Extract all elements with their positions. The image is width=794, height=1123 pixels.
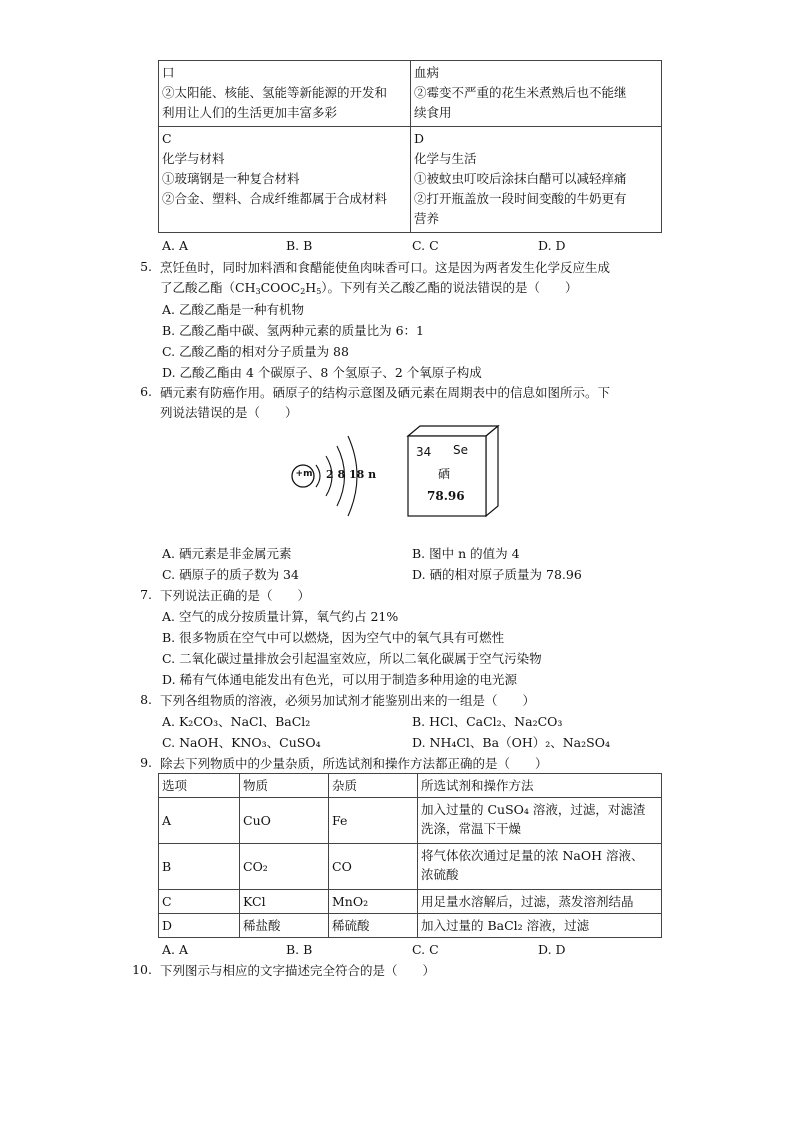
table-cell [411, 61, 662, 127]
option-c: C. 乙酸乙酯的相对分子质量为 88 [162, 344, 349, 359]
table-row [159, 914, 662, 938]
cell-line: ①玻璃钢是一种复合材料 [162, 171, 300, 186]
option-a: A. 空气的成分按质量计算，氧气约占 21% [162, 609, 399, 624]
cell-line: 洗涤，常温下干燥 [421, 821, 522, 836]
table-row [159, 127, 662, 233]
table-cell [418, 798, 662, 844]
cell-line: C [162, 131, 172, 146]
subscript: 3 [255, 287, 261, 296]
cell-line: 加入过量的 CuSO₄ 溶液，过滤，对滤渣 [421, 802, 646, 817]
cell-line: 化学与生活 [414, 151, 477, 166]
question-number: 8. [140, 692, 152, 707]
question-number: 7. [140, 587, 152, 602]
nucleus-label: +m [295, 469, 313, 479]
question-number: 10. [132, 962, 152, 977]
table-cell: 加入过量的 BaCl₂ 溶液，过滤 [418, 914, 662, 938]
cell-line: 化学与材料 [162, 151, 225, 166]
box-side-face [486, 426, 498, 516]
q4-option-d: D. D [538, 238, 566, 253]
table-header-cell: 杂质 [329, 774, 418, 798]
table-cell: KCl [240, 890, 329, 914]
cell-line: 将气体依次通过足量的浓 NaOH 溶液、 [421, 848, 644, 863]
table-cell: 稀硫酸 [329, 914, 418, 938]
question-number: 9. [140, 755, 152, 770]
question-stem: 下列各组物质的溶液，必须另加试剂才能鉴别出来的一组是（ ） [160, 693, 536, 708]
table-cell: 稀盐酸 [240, 914, 329, 938]
question-stem: 硒元素有防癌作用。硒原子的结构示意图及硒元素在周期表中的信息如图所示。下 [160, 385, 611, 400]
question-stem: 列说法错误的是（ ） [160, 405, 298, 420]
cell-line: 营养 [414, 211, 440, 226]
table-cell [159, 61, 411, 127]
table-row [159, 844, 662, 890]
question-stem: 烹饪鱼时，同时加料酒和食醋能使鱼肉味香可口。这是因为两者发生化学反应生成 [160, 260, 611, 275]
cell-line: 血病 [414, 65, 440, 80]
table-header-cell: 物质 [240, 774, 329, 798]
option-d: D. 硒的相对原子质量为 78.96 [412, 567, 582, 582]
option-c: C. NaOH、KNO₃、CuSO₄ [162, 735, 321, 750]
q9-option-a: A. A [162, 942, 189, 957]
option-d: D. 乙酸乙酯由 4 个碳原子、8 个氢原子、2 个氧原子构成 [162, 365, 482, 380]
question-number: 6. [140, 384, 152, 399]
cell-line: 利用让人们的生活更加丰富多彩 [162, 105, 338, 120]
cell-line: ②合金、塑料、合成纤维都属于合成材料 [162, 191, 388, 206]
option-c: C. 硒原子的质子数为 34 [162, 567, 299, 582]
stem-part: H [305, 280, 317, 295]
table-cell [159, 127, 411, 233]
option-b: B. 很多物质在空气中可以燃烧，因为空气中的氧气具有可燃性 [162, 630, 505, 645]
option-c: C. 二氧化碳过量排放会引起温室效应，所以二氧化碳属于空气污染物 [162, 651, 542, 666]
table-cell: 用足量水溶解后，过滤，蒸发溶剂结晶 [418, 890, 662, 914]
cell-line: 续食用 [414, 105, 452, 120]
atomic-number: 34 [416, 445, 432, 459]
electron-shells-label: 2 8 18 n [326, 468, 377, 481]
cell-line: 浓硫酸 [421, 867, 459, 882]
cell-line: ①被蚊虫叮咬后涂抹白醋可以减轻痒痛 [414, 171, 627, 186]
cell-line: 口 [162, 65, 175, 80]
q4-table [158, 60, 662, 233]
question-stem [160, 279, 578, 301]
table-header-row [159, 774, 662, 798]
table-header-cell: 所选试剂和操作方法 [418, 774, 662, 798]
table-cell: C [159, 890, 240, 914]
table-cell [418, 844, 662, 890]
table-cell [411, 127, 662, 233]
question-stem: 下列说法正确的是（ ） [160, 588, 311, 603]
table-cell: CuO [240, 798, 329, 844]
atomic-mass: 78.96 [427, 489, 465, 503]
option-d: D. 稀有气体通电能发出有色光，可以用于制造多种用途的电光源 [162, 672, 518, 687]
table-cell: D [159, 914, 240, 938]
q4-option-b: B. B [286, 238, 313, 253]
cell-line: ②霉变不严重的花生米煮熟后也不能继 [414, 85, 627, 100]
subscript: 2 [300, 287, 306, 296]
question-number: 5. [140, 259, 152, 274]
table-cell: CO [329, 844, 418, 890]
subscript: 5 [316, 287, 322, 296]
question-stem: 下列图示与相应的文字描述完全符合的是（ ） [160, 963, 436, 978]
table-row [159, 798, 662, 844]
option-b: B. 图中 n 的值为 4 [412, 546, 520, 561]
q9-table [158, 773, 662, 938]
table-header-cell: 选项 [159, 774, 240, 798]
q9-option-b: B. B [286, 942, 313, 957]
element-symbol: Se [453, 443, 468, 457]
option-d: D. NH₄Cl、Ba（OH）₂、Na₂SO₄ [412, 735, 610, 750]
option-b: B. HCl、CaCl₂、Na₂CO₃ [412, 714, 563, 729]
table-cell: CO₂ [240, 844, 329, 890]
stem-part: ）。下列有关乙酸乙酯的说法错误的是（ ） [321, 280, 578, 295]
cell-line: ②太阳能、核能、氢能等新能源的开发和 [162, 85, 388, 100]
element-name: 硒 [438, 467, 451, 481]
option-a: A. 硒元素是非金属元素 [162, 546, 292, 561]
q4-option-a: A. A [162, 238, 189, 253]
table-cell: B [159, 844, 240, 890]
periodic-cell-box [405, 424, 501, 518]
box-top-face [408, 426, 498, 436]
option-b: B. 乙酸乙酯中碳、氢两种元素的质量比为 6：1 [162, 323, 425, 338]
q4-option-c: C. C [412, 238, 439, 253]
electron-shell-arc [316, 465, 320, 487]
cell-line: ②打开瓶盖放一段时间变酸的牛奶更有 [414, 191, 627, 206]
cell-line: D [414, 131, 425, 146]
q9-option-c: C. C [412, 942, 439, 957]
table-cell: Fe [329, 798, 418, 844]
stem-part: 了乙酸乙酯（CH [160, 280, 256, 295]
q9-option-d: D. D [538, 942, 566, 957]
option-a: A. 乙酸乙酯是一种有机物 [162, 302, 304, 317]
question-stem: 除去下列物质中的少量杂质，所选试剂和操作方法都正确的是（ ） [160, 756, 548, 771]
option-a: A. K₂CO₃、NaCl、BaCl₂ [162, 714, 311, 729]
table-row [159, 61, 662, 127]
table-cell: A [159, 798, 240, 844]
stem-part: COOC [260, 280, 301, 295]
table-cell: MnO₂ [329, 890, 418, 914]
table-row [159, 890, 662, 914]
